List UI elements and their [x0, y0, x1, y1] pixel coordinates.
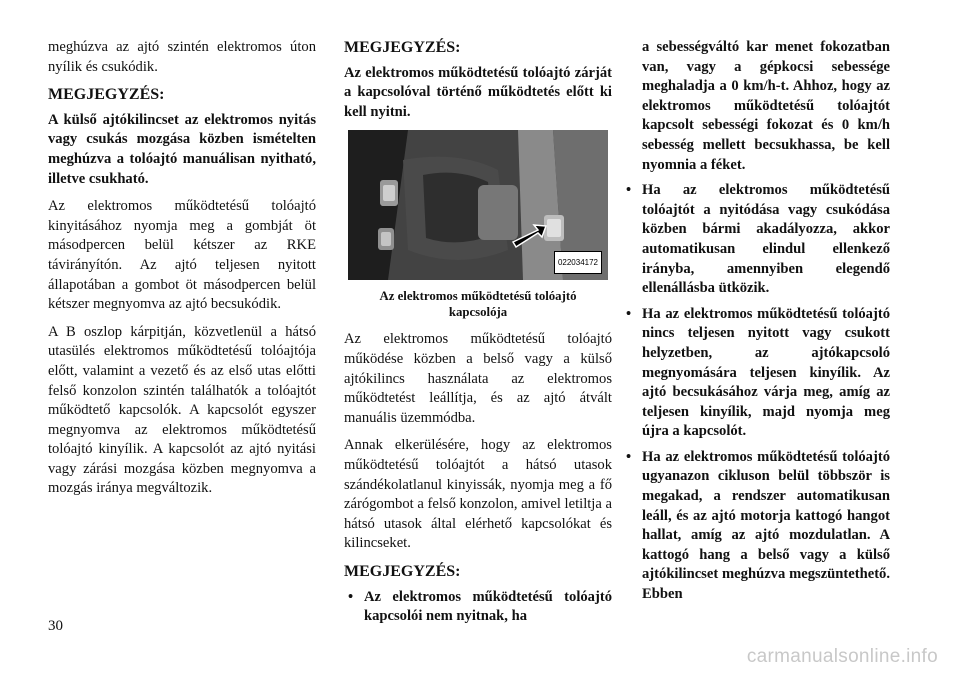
figure-caption: Az elektromos működtetésű tolóajtó kapcsolója — [379, 289, 577, 320]
list-item — [622, 305, 890, 442]
bullet-glyph: • — [626, 448, 632, 465]
column-middle — [344, 38, 612, 633]
figure-code: 022034172 — [554, 251, 602, 275]
column-left — [48, 38, 316, 507]
list-item-continuation: a sebességváltó kar menet fokozatban van, vagy a gépkocsi sebessége meghaladja a 0 km/h-t. Ahhoz, hogy az elektromos működtetésű tolóajtót kapcsolt sebességi fokozat és 0 km/h sebesség mellett becsukhassa, be kell nyomnia a féket. — [642, 39, 890, 173]
list-item-text: Az elektromos működtetésű tolóajtó kapcsolói nem nyitnak, ha — [364, 588, 612, 625]
note-bullet-list — [344, 588, 612, 627]
paragraph-child: Annak elkerülésére, hogy az elektromos működtetésű tolóajtót a hátsó utasok szándékolatlanul kinyissák, nyomja meg a fő zárógombot a felső konzolon, amivel letiltja a hátsó utasok által elérhető kapcsolókat és kilincseket. — [344, 437, 612, 552]
note-heading: MEGJEGYZÉS: — [48, 86, 165, 104]
list-item-text: Ha az elektromos működtetésű tolóajtót a nyitódása vagy csukódása közben bármi akadályozza, akkor automatikusan elindul ellenkező irányba, amennyiben elegendő ellenállásba ütközik. — [642, 182, 890, 297]
note-heading: MEGJEGYZÉS: — [344, 39, 461, 56]
list-item — [622, 181, 890, 299]
note-heading: MEGJEGYZÉS: — [344, 562, 461, 580]
watermark: carmanualsonline.info — [746, 646, 938, 667]
list-item-text: Ha az elektromos működtetésű tolóajtó ugyanazon cikluson belül többször is megakad, a rendszer automatikusan leáll, és az ajtó motorja kattogó hangot hallat, amíg az ajtó mozdulatlan. A kattogó hang a belső vagy a külső ajtókilincset meghúzva megszüntethető. Ebben — [642, 448, 890, 603]
note-body: Az elektromos működtetésű tolóajtó zárját a kapcsolóval történő működtetés előtt ki kell nyitni. — [344, 64, 612, 120]
list-item — [344, 588, 612, 627]
bullet-glyph: • — [348, 588, 354, 605]
list-item — [622, 448, 890, 605]
paragraph-lock: Az elektromos működtetésű tolóajtó működése közben a belső vagy a külső ajtókilincs használata az elektromos működtetést leállítja, és az ajtó átvált manuális üzemmódba. — [344, 331, 612, 426]
note-body: A külső ajtókilincset az elektromos nyitás vagy csukás mozgása közben ismételten meghúzva a tolóajtó manuálisan nyitható, illetve csukható. — [48, 111, 316, 187]
paragraph-pillar: A B oszlop kárpitján, közvetlenül a hátsó utasülés elektromos működtetésű tolóajtója előtt, valamint a vezető és az első utas előtti felső konzolon szintén találhatók a tolóajtót működtető kapcsolók. A kapcsolót egyszer megnyomva az elektromos működtetésű tolóajtó kinyílik. A kapcsolót az ajtó nyitási vagy zárási mozgása közben megnyomva a mozgás iránya megváltozik. — [48, 323, 316, 497]
list-item-text: Ha az elektromos működtetésű tolóajtó nincs teljesen nyitott vagy csukott helyzetben, az ajtókapcsoló megnyomására teljesen kinyílik. Az ajtó becsukásához várja meg, amíg az teljesen kinyílik, majd nyomja meg újra a kapcsolót. — [642, 305, 890, 440]
paragraph-rke: Az elektromos működtetésű tolóajtó kinyitásához nyomja meg a gombját öt másodpercen belül kétszer az RKE távirányítón. Az ajtó teljesen nyitott állapotában a gombot öt másodpercen belül kétszer megnyomva az ajtó becsukódik. — [48, 198, 316, 313]
bullet-glyph: • — [626, 305, 632, 322]
door-switch-photo — [348, 130, 608, 280]
page-number: 30 — [48, 618, 63, 634]
paragraph-intro: meghúzva az ajtó szintén elektromos úton nyílik és csukódik. — [48, 39, 316, 75]
note-bullet-list — [622, 181, 890, 604]
bullet-glyph: • — [626, 182, 632, 199]
column-right — [622, 38, 890, 611]
